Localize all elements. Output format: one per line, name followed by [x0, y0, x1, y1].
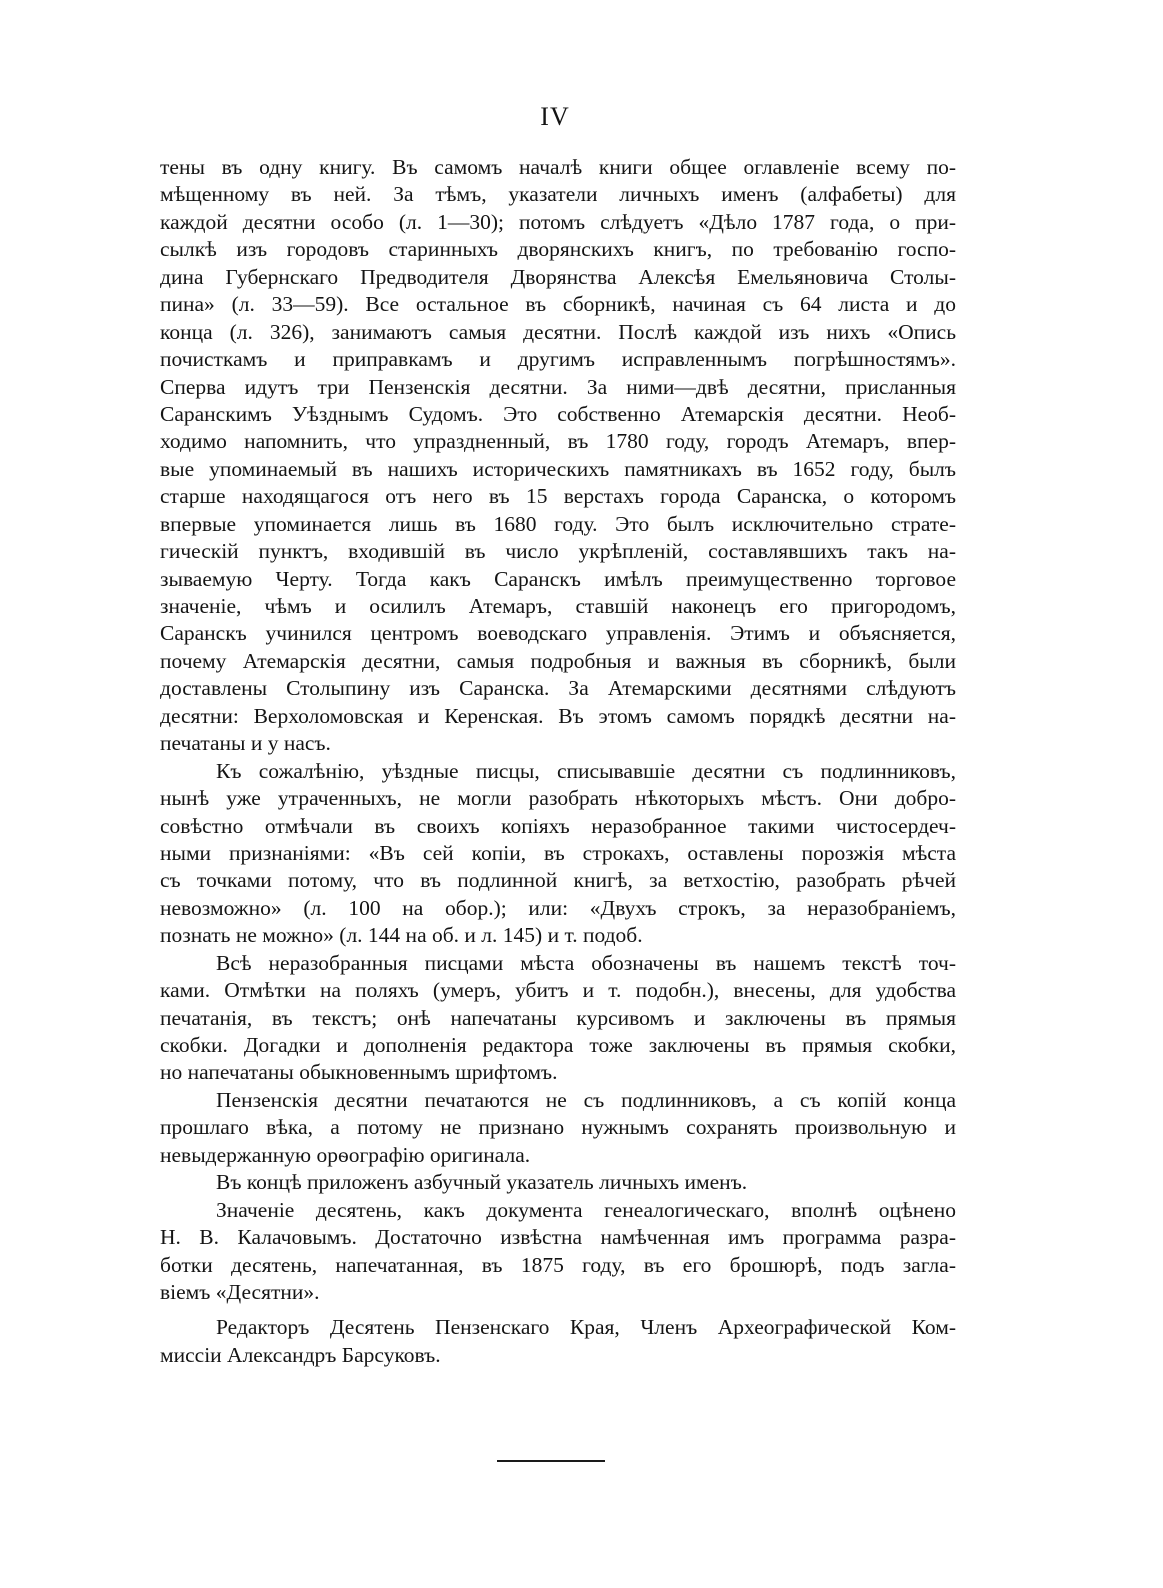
page-number: IV: [540, 102, 570, 131]
text-line: ными признаніями: «Въ сей копіи, въ строкахъ, оставлены порозжія мѣста: [160, 840, 956, 865]
text-line: впервые упоминается лишь въ 1680 году. Это былъ исключительно страте-: [160, 511, 956, 536]
text-line: Въ концѣ приложенъ азбучный указатель личныхъ именъ.: [216, 1170, 748, 1195]
text-line: гическій пунктъ, входившій въ число укрѣпленій, составлявшихъ такъ на-: [160, 539, 956, 564]
text-line: десятни: Верхоломовская и Керенская. Въ этомъ самомъ порядкѣ десятни на-: [160, 703, 956, 728]
text-line: познать не можно» (л. 144 на об. и л. 145) и т. подоб.: [160, 923, 643, 948]
text-line: скобки. Догадки и дополненія редактора тоже заключены въ прямыя скобки,: [160, 1033, 956, 1057]
text-line: мѣщенному въ ней. За тѣмъ, указатели личныхъ именъ (алфабеты) для: [160, 182, 956, 207]
text-line: невыдержанную орѳографію оригинала.: [160, 1142, 531, 1167]
text-line: почему Атемарскія десятни, самыя подробныя и важныя въ сборникѣ, были: [160, 648, 956, 673]
text-line: старше находящагося отъ него въ 15 верстахъ города Саранска, о которомъ: [160, 484, 956, 509]
text-line: Саранскъ учинился центромъ воеводскаго управленія. Этимъ и объясняется,: [160, 621, 956, 646]
text-line: ками. Отмѣтки на поляхъ (умеръ, убитъ и т. подобн.), внесены, для удобства: [160, 978, 956, 1003]
text-line: съ точками потому, что въ подлинной книгѣ, за ветхостію, разобрать рѣчей: [160, 868, 956, 893]
text-line: Саранскимъ Уѣзднымъ Судомъ. Это собственно Атемарскія десятни. Необ-: [160, 401, 956, 426]
text-line: значеніе, чѣмъ и осилилъ Атемаръ, ставшій наконецъ его пригородомъ,: [160, 594, 956, 618]
text-line: дина Губернскаго Предводителя Дворянства Алексѣя Емельяновича Столы-: [160, 264, 956, 289]
text-line: Сперва идутъ три Пензенскія десятни. За ними—двѣ десятни, присланныя: [160, 374, 956, 399]
text-line: Всѣ неразобранныя писцами мѣста обозначены въ нашемъ текстѣ точ-: [216, 950, 956, 975]
text-line: зываемую Черту. Тогда какъ Саранскъ имѣлъ преимущественно торговое: [160, 566, 956, 591]
text-line: Пензенскія десятни печатаются не съ подлинниковъ, а съ копій конца: [216, 1087, 956, 1112]
text-line: сылкѣ изъ городовъ старинныхъ дворянскихъ книгъ, по требованію госпо-: [160, 237, 956, 262]
closing-rule: [497, 1460, 605, 1462]
text-line: невозможно» (л. 100 на обор.); или: «Двухъ строкъ, за неразобраніемъ,: [160, 895, 956, 920]
text-line: миссіи Александръ Барсуковъ.: [160, 1342, 441, 1367]
text-line: печатаны и у насъ.: [160, 731, 331, 756]
text-line: ботки десятень, напечатанная, въ 1875 году, въ его брошюрѣ, подъ загла-: [160, 1252, 956, 1277]
text-line: Редакторъ Десятень Пензенскаго Края, Членъ Археографической Ком-: [216, 1315, 956, 1340]
text-line: прошлаго вѣка, а потому не признано нужнымъ сохранять произвольную и: [160, 1115, 956, 1140]
text-line: Къ сожалѣнію, уѣздные писцы, списывавшіе десятни съ подлинниковъ,: [216, 758, 956, 783]
text-line: почисткамъ и приправкамъ и другимъ исправленнымъ погрѣшностямъ».: [160, 347, 956, 372]
text-line: доставлены Столыпину изъ Саранска. За Атемарскими десятнями слѣдуютъ: [160, 676, 956, 701]
text-line: каждой десятни особо (л. 1—30); потомъ слѣдуетъ «Дѣло 1787 года, о при-: [160, 209, 956, 234]
text-line: нынѣ уже утраченныхъ, не могли разобрать нѣкоторыхъ мѣстъ. Они добро-: [160, 786, 956, 811]
text-line: печатанія, въ текстъ; онѣ напечатаны курсивомъ и заключены въ прямыя: [160, 1005, 956, 1030]
text-line: вые упоминаемый въ нашихъ историческихъ памятникахъ въ 1652 году, былъ: [160, 456, 956, 481]
text-line: ходимо напомнить, что упраздненный, въ 1780 году, городъ Атемаръ, впер-: [160, 429, 956, 454]
text-line: Значеніе десятень, какъ документа генеалогическаго, вполнѣ оцѣнено: [216, 1197, 956, 1222]
text-line: совѣстно отмѣчали въ своихъ копіяхъ неразобранное такими чистосердеч-: [160, 813, 956, 838]
text-line: віемъ «Десятни».: [160, 1279, 320, 1304]
text-line: пина» (л. 33—59). Все остальное въ сборникѣ, начиная съ 64 листа и до: [160, 292, 956, 317]
text-line: конца (л. 326), занимаютъ самыя десятни. Послѣ каждой изъ нихъ «Опись: [160, 319, 956, 344]
text-line: тены въ одну книгу. Въ самомъ началѣ книги общее оглавленіе всему по-: [160, 155, 956, 179]
body-text: [160, 154, 956, 1369]
text-line: Н. В. Калачовымъ. Достаточно извѣстна намѣченная имъ программа разра-: [160, 1225, 956, 1250]
text-line: но напечатаны обыкновеннымъ шрифтомъ.: [160, 1060, 558, 1085]
